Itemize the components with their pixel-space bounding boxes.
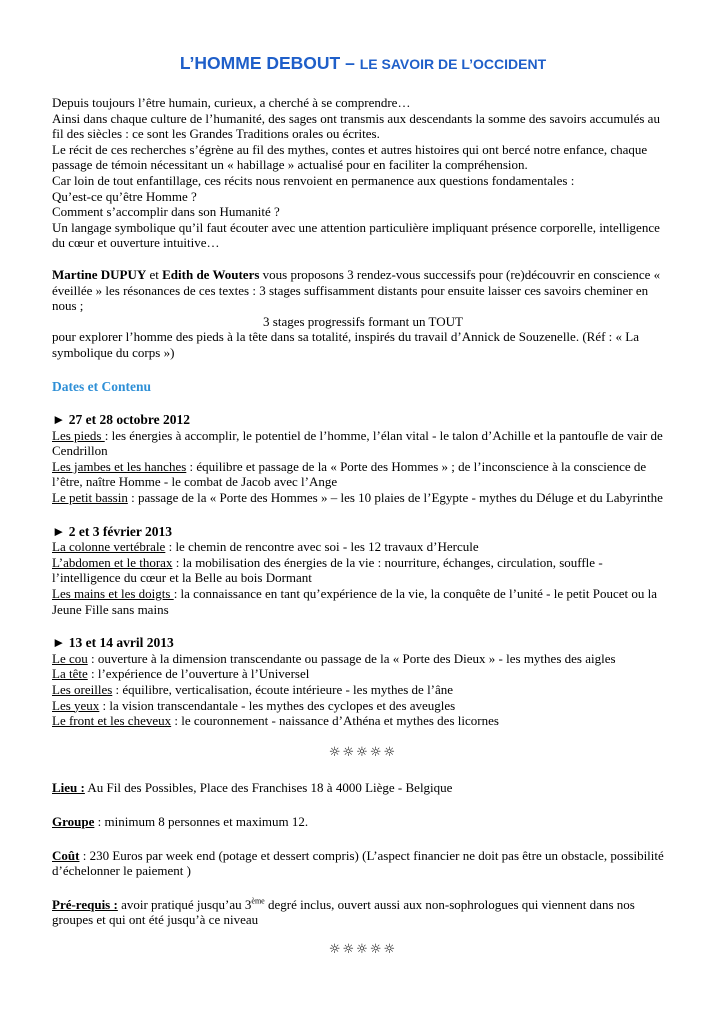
session-date: ► 27 et 28 octobre 2012: [52, 412, 190, 428]
info-lieu: [52, 780, 674, 796]
info-prerequis: [52, 897, 674, 928]
item-text: : la mobilisation des énergies de la vie : nourriture, échanges, circulation, souffle - l’intelligence du cœur et la Belle au bois Dormant: [52, 554, 603, 586]
info-text: : minimum 8 personnes et maximum 12.: [94, 813, 309, 829]
invite-block: [52, 267, 674, 361]
session-block: [52, 635, 674, 729]
organizer-name: Martine DUPUY: [52, 266, 147, 282]
invite-paragraph: [52, 267, 674, 314]
item-label: Les pieds: [52, 427, 105, 443]
intro-line: Comment s’accomplir dans son Humanité ?: [52, 204, 280, 220]
sun-divider-icon: ☼☼☼☼☼: [328, 744, 398, 760]
session-item: [52, 459, 674, 490]
conjunction: et: [146, 266, 163, 282]
info-groupe: [52, 814, 674, 830]
organizer-name: Edith de Wouters: [162, 266, 260, 282]
info-superscript: ème: [251, 896, 265, 906]
item-label: Les jambes et les hanches: [52, 458, 187, 474]
item-label: Le front et les cheveux: [52, 713, 172, 729]
sun-divider-icon: ☼☼☼☼☼: [328, 941, 398, 957]
dates-heading: Dates et Contenu: [52, 378, 151, 394]
session-item: [52, 682, 674, 698]
session-item: [52, 428, 674, 459]
intro-line: Depuis toujours l’être humain, curieux, a cherché à se comprendre…: [52, 95, 411, 110]
session-item: [52, 490, 674, 506]
item-label: Le cou: [52, 650, 88, 666]
intro-block: [52, 95, 674, 251]
session-date: ► 2 et 3 février 2013: [52, 523, 172, 539]
item-label: La tête: [52, 666, 88, 682]
session-date: ► 13 et 14 avril 2013: [52, 635, 174, 651]
item-text: : le couronnement - naissance d’Athéna et mythes des licornes: [171, 713, 499, 729]
info-text: avoir pratiqué jusqu’au 3: [117, 896, 252, 912]
item-text: : équilibre et passage de la « Porte des Hommes » ; de l’inconscience à la conscience de l’être, naître Homme - le combat de Jacob avec l’Ange: [52, 458, 647, 490]
item-text: : les énergies à accomplir, le potentiel de l’homme, l’élan vital - le talon d’Achille et la pantoufle de vair de Cendrillon: [52, 427, 663, 459]
info-text: degré inclus, ouvert aussi aux non-sophrologues qui viennent dans nos groupes et qui ont été jusqu’à ce niveau: [52, 896, 635, 928]
invite-center-line: 3 stages progressifs formant un TOUT: [263, 313, 463, 329]
item-text: : équilibre, verticalisation, écoute intérieure - les mythes de l’âne: [112, 682, 454, 697]
document-page: [52, 52, 674, 958]
info-label: Pré-requis :: [52, 896, 118, 912]
item-label: Les mains et les doigts: [52, 586, 174, 602]
item-text: : ouverture à la dimension transcendante ou passage de la « Porte des Dieux » - les mythes des aigles: [87, 650, 616, 666]
session-block: [52, 524, 674, 618]
session-item: [52, 651, 674, 667]
info-label: Groupe: [52, 813, 95, 829]
item-label: La colonne vertébrale: [52, 539, 166, 555]
item-text: : passage de la « Porte des Hommes » – les 10 plaies de l’Egypte - mythes du Déluge et du Labyrinthe: [127, 490, 663, 506]
item-label: Les yeux: [52, 697, 100, 713]
session-item: [52, 698, 674, 714]
intro-line: Un langage symbolique qu’il faut écouter avec une attention particulière impliquant présence corporelle, intelligence du cœur et ouverture intuitive…: [52, 219, 660, 251]
item-text: : la connaissance en tant qu’expérience de la vie, la conquête de l’unité - le petit Poucet ou la Jeune Fille sans mains: [52, 586, 658, 617]
title-subtitle: LE SAVOIR DE L’OCCIDENT: [359, 56, 547, 72]
info-cout: [52, 848, 674, 879]
session-block: [52, 412, 674, 506]
session-item: [52, 586, 674, 617]
session-item: [52, 539, 674, 555]
item-text: : le chemin de rencontre avec soi - les 12 travaux d’Hercule: [165, 539, 479, 555]
title-main: L’HOMME DEBOUT: [179, 53, 341, 73]
intro-line: Le récit de ces recherches s’égrène au fil des mythes, contes et autres histoires qui ont bercé notre enfance, chaque passage de témoin nécessitant un « habillage » actualisé pour en faciliter la compréhension.: [52, 141, 648, 173]
item-label: Les oreilles: [52, 682, 113, 697]
info-label: Lieu :: [52, 780, 85, 796]
intro-line: Qu’est-ce qu’être Homme ?: [52, 188, 197, 204]
info-text: : 230 Euros par week end (potage et dessert compris) (L’aspect financier ne doit pas être un obstacle, possibilité d’échelonner le paiement ): [52, 847, 664, 879]
title-dash: –: [340, 53, 360, 73]
invite-text: vous proposons 3 rendez-vous successifs pour (re)découvrir en conscience « éveillée » les résonances de ces textes : 3 stages suffisamment distants pour ensuite laisser ces savoirs cheminer en nous ;: [52, 266, 661, 314]
intro-line: Ainsi dans chaque culture de l’humanité, des sages ont transmis aux descendants la somme des savoirs accumulés au fil des siècles : ce sont les Grandes Traditions orales ou écrites.: [52, 110, 660, 142]
info-text: Au Fil des Possibles, Place des Franchises 18 à 4000 Liège - Belgique: [84, 780, 453, 796]
intro-line: Car loin de tout enfantillage, ces récits nous renvoient en permanence aux questions fondamentales :: [52, 172, 575, 188]
page-title: [52, 52, 674, 75]
item-label: Le petit bassin: [52, 490, 128, 506]
item-label: L’abdomen et le thorax: [52, 554, 173, 570]
session-item: [52, 555, 674, 586]
session-item: [52, 666, 674, 682]
info-label: Coût: [52, 847, 80, 863]
item-text: : la vision transcendantale - les mythes des cyclopes et des aveugles: [99, 697, 456, 713]
item-text: : l’expérience de l’ouverture à l’Universel: [87, 666, 310, 682]
session-item: [52, 713, 674, 729]
invite-last: pour explorer l’homme des pieds à la tête dans sa totalité, inspirés du travail d’Annick de Souzenelle. (Réf : « La symbolique du corps »): [52, 329, 639, 360]
